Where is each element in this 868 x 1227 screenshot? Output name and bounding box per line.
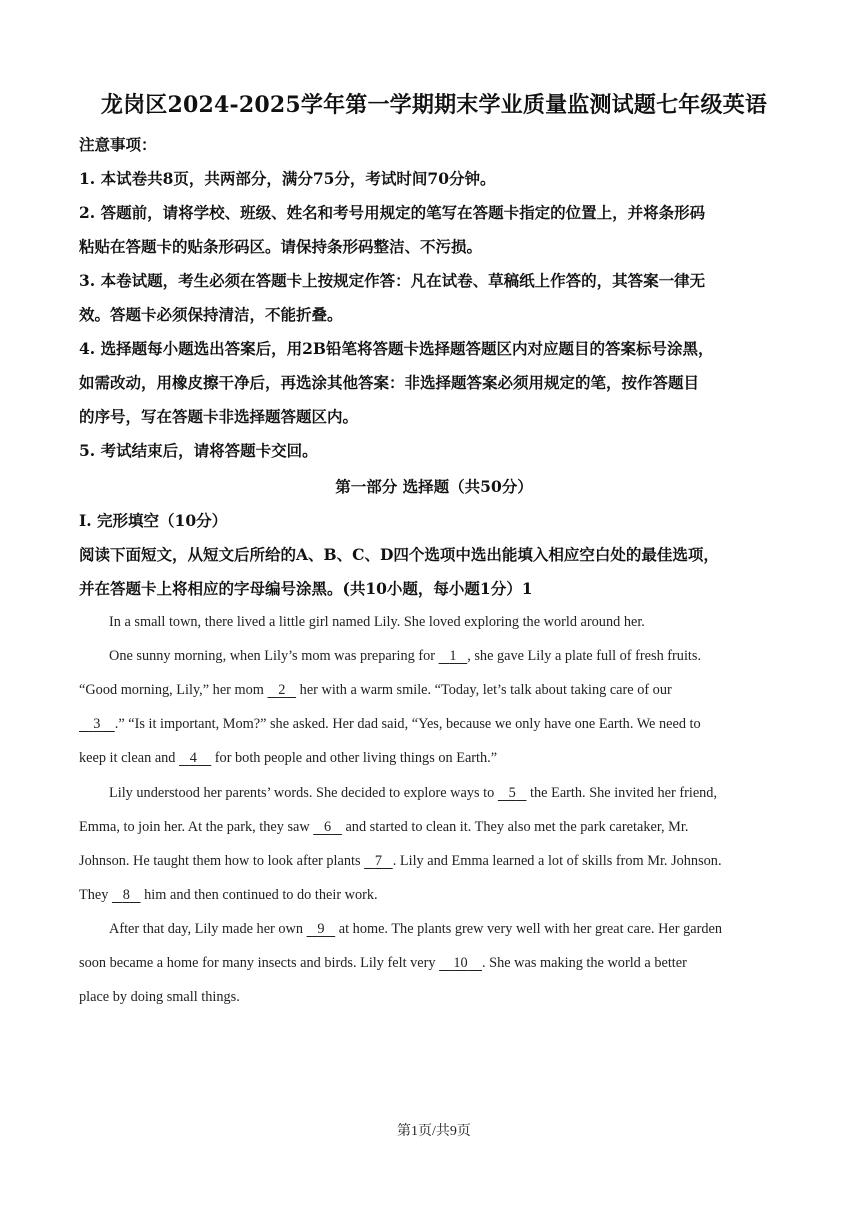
passage-text: Johnson. He taught them how to look after plants (79, 853, 365, 869)
passage-text: place by doing small things. (79, 989, 240, 1005)
passage-line (79, 648, 825, 665)
cloze-section-heading: I. 完形填空（10分） (79, 511, 228, 530)
blank-5: 5 (508, 785, 516, 801)
passage-text: Emma, to join her. At the park, they saw (79, 819, 314, 835)
passage-text: Lily understood her parents’ words. She decided to explore ways to (109, 785, 498, 801)
blank-4: 4 (189, 750, 197, 766)
passage-text: One sunny morning, when Lily’s mom was preparing for (109, 648, 439, 664)
passage-line (79, 750, 795, 767)
notice-line: 粘贴在答题卡的贴条形码区。请保持条形码整洁、不污损。 (79, 237, 483, 256)
blank-10: 10 (453, 955, 468, 971)
passage-text: and started to clean it. They also met the park caretaker, Mr. (341, 819, 689, 835)
exam-title: 龙岗区2024-2025学年第一学期期末学业质量监测试题七年级英语 (100, 92, 768, 118)
notice-line: 4. 选择题每小题选出答案后，用2B铅笔将答题卡选择题答题区内对应题目的答案标号涂黑， (79, 339, 714, 358)
blank-9: 9 (317, 921, 325, 937)
notice-line: 2. 答题前，请将学校、班级、姓名和考号用规定的笔写在答题卡指定的位置上，并将条形码 (79, 203, 706, 222)
blank-7: 7 (374, 853, 382, 869)
passage-text: for both people and other living things on Earth.” (211, 750, 498, 766)
passage-text: keep it clean and (79, 750, 180, 766)
passage-text: . She was making the world a better (482, 955, 687, 971)
passage-text: , she gave Lily a plate full of fresh fruits. (467, 648, 702, 664)
blank-3: 3 (93, 716, 101, 732)
passage-text: at home. The plants grew very well with her great care. Her garden (335, 921, 722, 937)
passage-text: the Earth. She invited her friend, (526, 785, 718, 801)
part-one-title: 第一部分 选择题（共50分） (335, 477, 533, 496)
passage-text: her with a warm smile. “Today, let’s talk about taking care of our (296, 682, 672, 698)
notice-line: 的序号，写在答题卡非选择题答题区内。 (79, 407, 359, 426)
notice-line: 5. 考试结束后，请将答题卡交回。 (79, 441, 318, 460)
notice-line: 3. 本卷试题，考生必须在答题卡上按规定作答：凡在试卷、草稿纸上作答的，其答案一律无 (79, 271, 706, 290)
passage-text: him and then continued to do their work. (140, 887, 378, 903)
passage-line (79, 989, 795, 1006)
blank-1: 1 (449, 648, 457, 664)
passage-text: “Good morning, Lily,” her mom (79, 682, 268, 698)
blank-6: 6 (324, 819, 332, 835)
passage-line (79, 955, 795, 972)
blank-2: 2 (278, 682, 286, 698)
passage-line (79, 614, 825, 631)
passage-text: .” “Is it important, Mom?” she asked. Her dad said, “Yes, because we only have one Earth. We need to (114, 716, 701, 732)
passage-line (79, 887, 795, 904)
passage-text: They (79, 887, 112, 903)
passage-text: After that day, Lily made her own (109, 921, 307, 937)
passage-text: soon became a home for many insects and birds. Lily felt very (79, 955, 440, 971)
blank-8: 8 (122, 887, 130, 903)
passage-text: In a small town, there lived a little girl named Lily. She loved exploring the world around her. (109, 614, 645, 630)
page-number: 第1页/共9页 (397, 1124, 471, 1139)
passage-text: . Lily and Emma learned a lot of skills from Mr. Johnson. (392, 853, 722, 869)
notice-heading: 注意事项： (79, 135, 157, 154)
passage-line (79, 785, 825, 802)
passage-line (79, 853, 795, 870)
passage-line (79, 682, 795, 699)
cloze-instructions: 并在答题卡上将相应的字母编号涂黑。(共10小题，每小题1分）1 (79, 579, 533, 598)
passage-line (79, 819, 795, 836)
notice-line: 效。答题卡必须保持清洁，不能折叠。 (79, 305, 343, 324)
passage-line (79, 716, 795, 733)
cloze-instructions: 阅读下面短文，从短文后所给的A、B、C、D四个选项中选出能填入相应空白处的最佳选项， (79, 545, 719, 564)
notice-line: 1. 本试卷共8页，共两部分，满分75分，考试时间70分钟。 (79, 169, 496, 188)
notice-line: 如需改动，用橡皮擦干净后，再选涂其他答案：非选择题答案必须用规定的笔，按作答题目 (79, 373, 700, 392)
passage-line (79, 921, 825, 938)
